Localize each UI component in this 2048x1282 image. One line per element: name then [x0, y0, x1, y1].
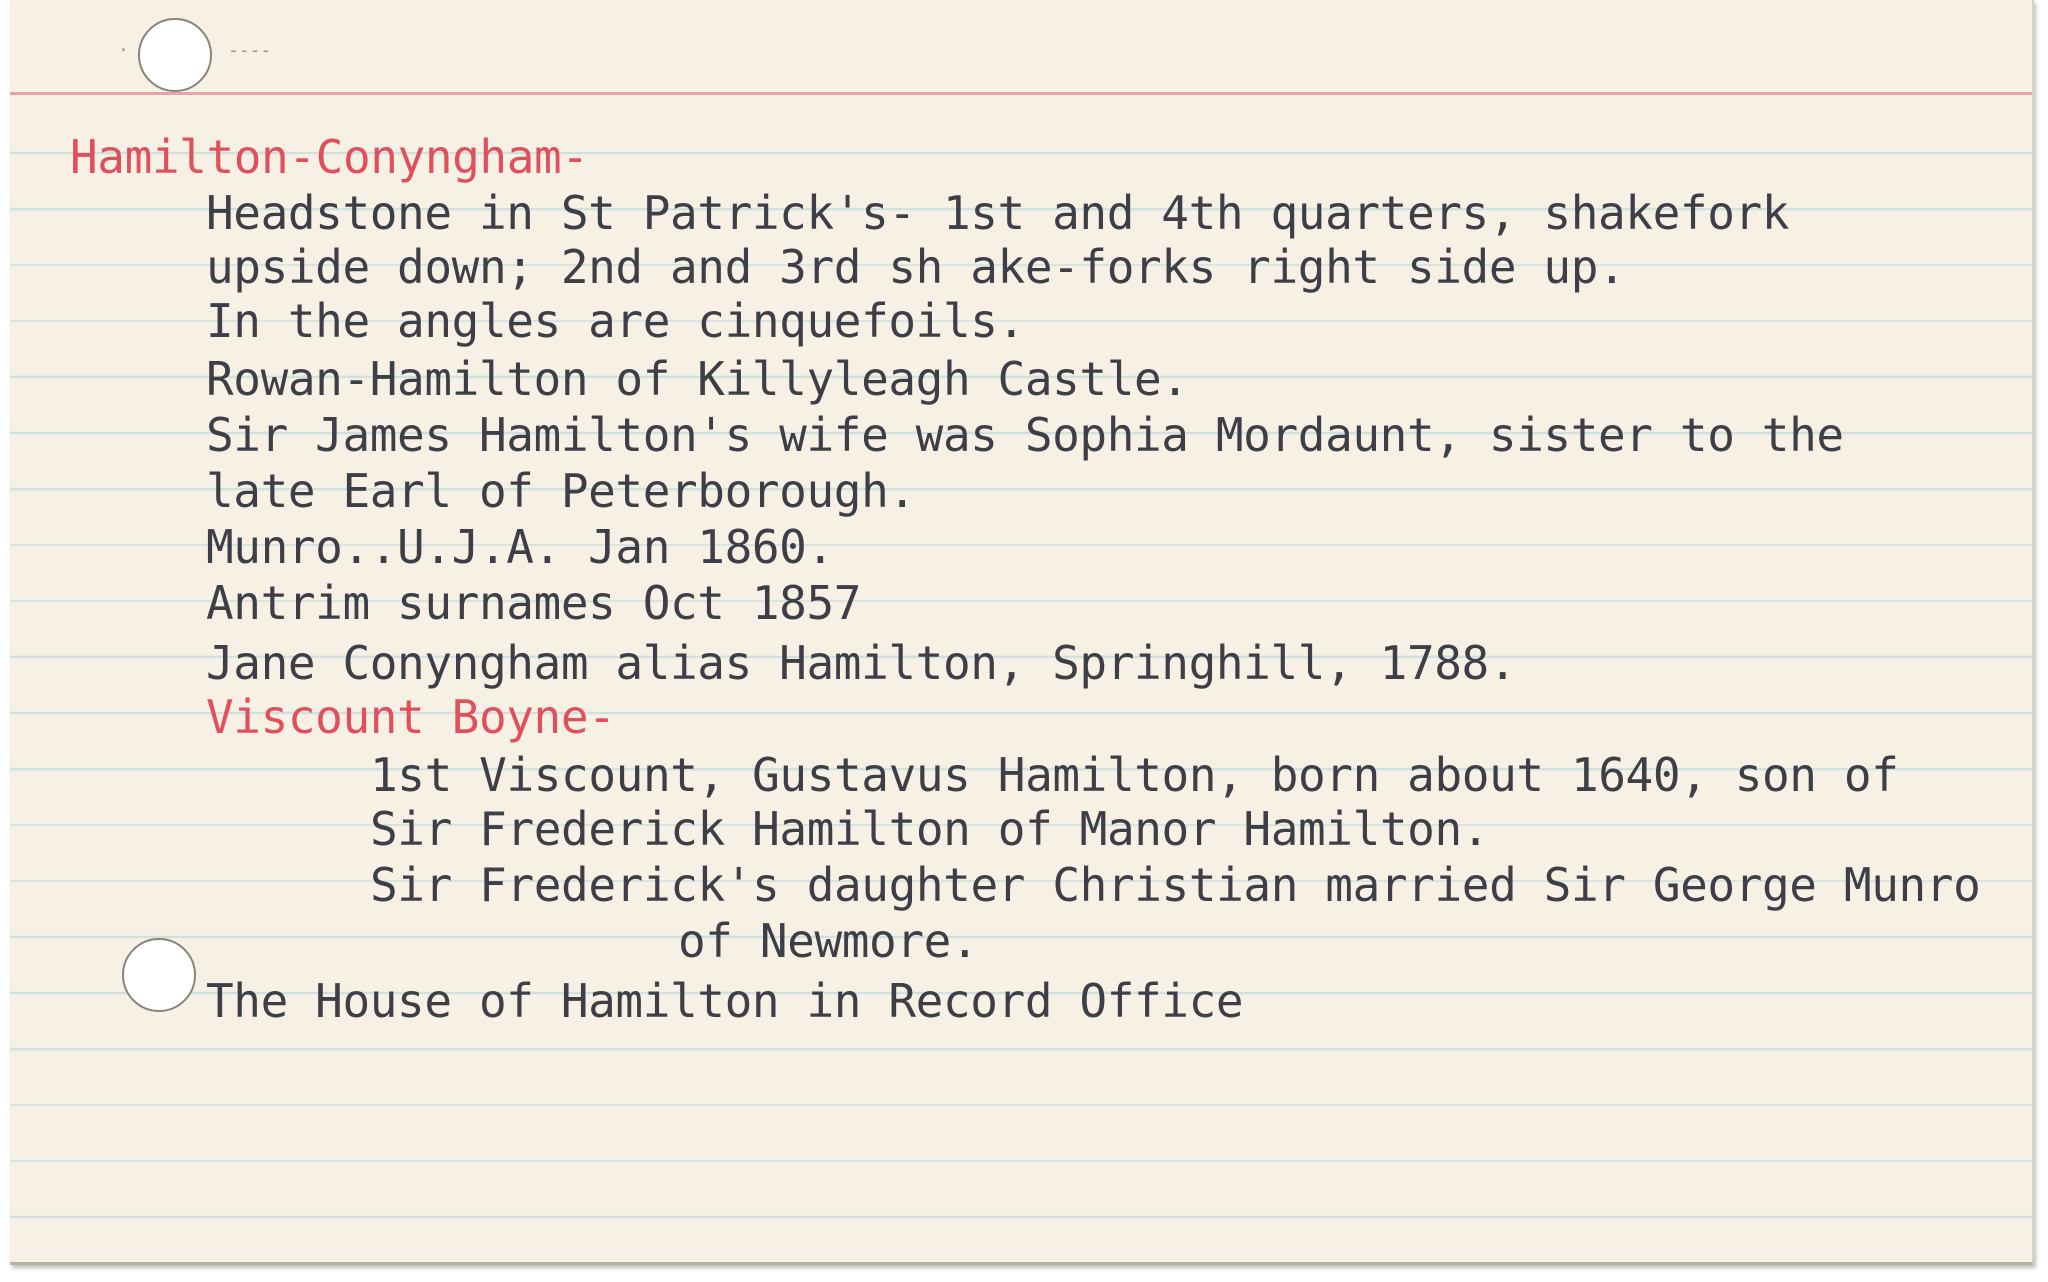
card-heading: Hamilton-Conyngham- — [70, 130, 589, 184]
sub-text-line: Sir Frederick Hamilton of Manor Hamilton. — [370, 802, 1490, 856]
punch-hole-bottom — [122, 938, 196, 1012]
red-header-rule — [10, 92, 2032, 95]
text-line: upside down; 2nd and 3rd sh ake-forks right side up. — [206, 240, 1626, 294]
text-line: In the angles are cinquefoils. — [206, 294, 1025, 348]
top-dash-mark: ---- — [228, 40, 272, 61]
text-line: late Earl of Peterborough. — [206, 464, 916, 518]
text-line: Sir James Hamilton's wife was Sophia Mordaunt, sister to the — [206, 408, 1844, 462]
text-line: Munro..U.J.A. Jan 1860. — [206, 520, 834, 574]
text-line: Jane Conyngham alias Hamilton, Springhill, 1788. — [206, 636, 1517, 690]
text-line: Antrim surnames Oct 1857 — [206, 576, 862, 630]
punch-hole-top — [138, 18, 212, 92]
text-line: Headstone in St Patrick's- 1st and 4th quarters, shakefork — [206, 186, 1790, 240]
text-line: Rowan-Hamilton of Killyleagh Castle. — [206, 352, 1189, 406]
card-header-area — [10, 0, 2032, 92]
top-dot-mark: · — [118, 40, 129, 61]
index-card — [10, 0, 2034, 1265]
text-line-last: The House of Hamilton in Record Office — [206, 974, 1244, 1028]
sub-text-line: Sir Frederick's daughter Christian married Sir George Munro — [370, 858, 1981, 912]
card-subheading: Viscount Boyne- — [206, 690, 616, 744]
sub-text-continuation: of Newmore. — [678, 914, 979, 968]
sub-text-line: 1st Viscount, Gustavus Hamilton, born about 1640, son of — [370, 748, 1899, 802]
